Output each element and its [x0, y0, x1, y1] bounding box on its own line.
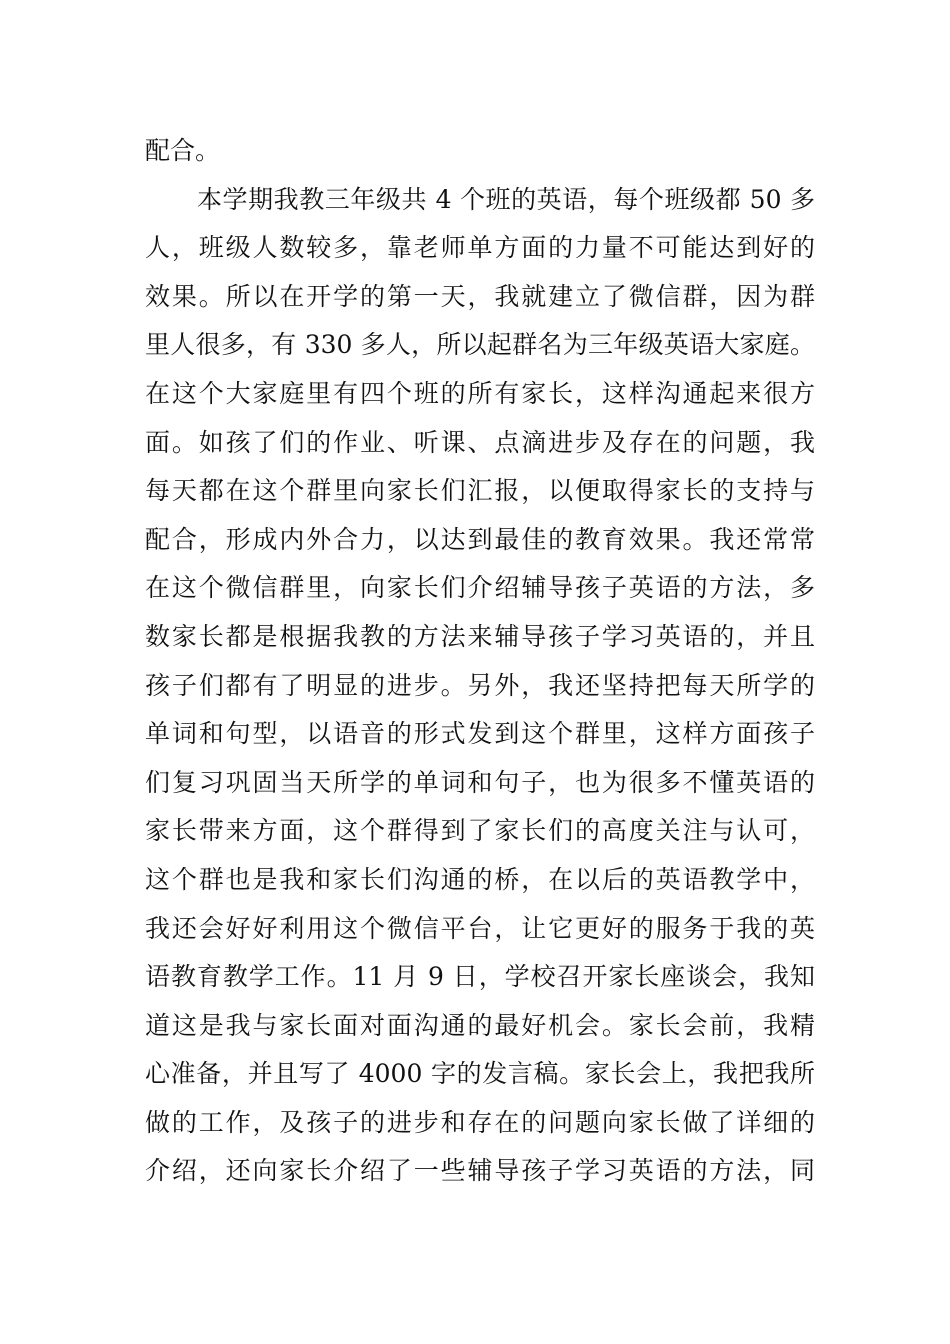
text-line: 面。如孩了们的作业、听课、点滴进步及存在的问题，我: [145, 427, 815, 457]
text-line: 配合，形成内外合力，以达到最佳的教育效果。我还常常: [145, 524, 815, 554]
text-line: 们复习巩固当天所学的单词和句子，也为很多不懂英语的: [145, 767, 815, 797]
text-line: 效果。所以在开学的第一天，我就建立了微信群，因为群: [145, 281, 815, 311]
text-line: 数家长都是根据我教的方法来辅导孩子学习英语的，并且: [145, 621, 815, 651]
text-line: 每天都在这个群里向家长们汇报，以便取得家长的支持与: [145, 476, 815, 506]
text-line: 道这是我与家长面对面沟通的最好机会。家长会前，我精: [145, 1010, 815, 1040]
text-line: 我还会好好利用这个微信平台，让它更好的服务于我的英: [145, 913, 815, 943]
text-line: 做的工作，及孩子的进步和存在的问题向家长做了详细的: [145, 1107, 815, 1137]
body-text: [145, 127, 815, 1196]
text-line: 配合。: [145, 136, 221, 165]
text-line: 心准备，并且写了 4000 字的发言稿。家长会上，我把我所: [145, 1059, 815, 1089]
text-line: 这个群也是我和家长们沟通的桥，在以后的英语教学中，: [145, 864, 815, 894]
text-line: 语教育教学工作。11 月 9 日，学校召开家长座谈会，我知: [145, 962, 815, 992]
text-line: 介绍，还向家长介绍了一些辅导孩子学习英语的方法，同: [145, 1156, 815, 1186]
text-line: 人，班级人数较多，靠老师单方面的力量不可能达到好的: [145, 233, 815, 263]
text-line: 在这个大家庭里有四个班的所有家长，这样沟通起来很方: [145, 378, 815, 408]
text-line: 家长带来方面，这个群得到了家长们的高度关注与认可，: [145, 816, 815, 846]
text-line: 里人很多，有 330 多人，所以起群名为三年级英语大家庭。: [145, 330, 815, 360]
text-line: 单词和句型，以语音的形式发到这个群里，这样方面孩子: [145, 719, 815, 749]
paragraph-first-line: 本学期我教三年级共 4 个班的英语，每个班级都 50 多: [197, 184, 815, 214]
text-line: 孩子们都有了明显的进步。另外，我还坚持把每天所学的: [145, 670, 815, 700]
text-line: 在这个微信群里，向家长们介绍辅导孩子英语的方法，多: [145, 573, 815, 603]
